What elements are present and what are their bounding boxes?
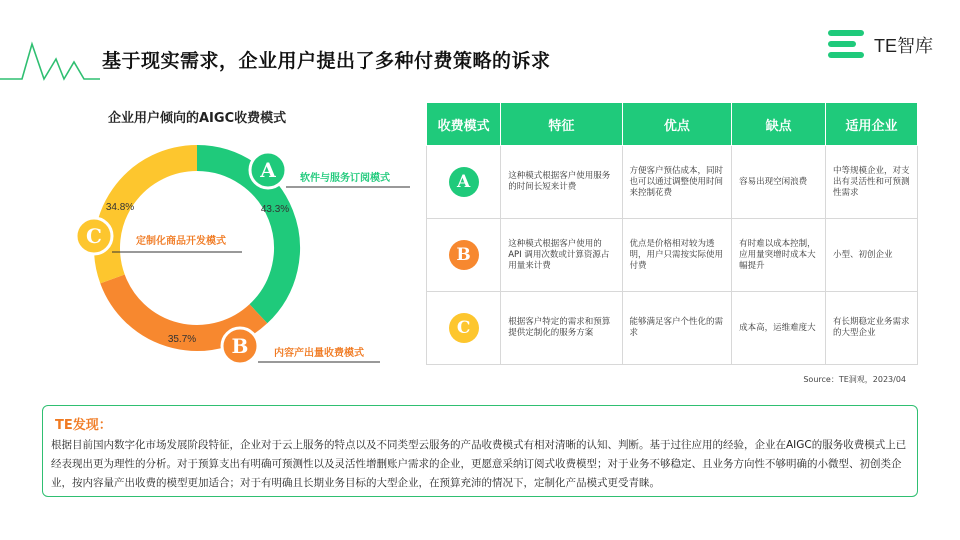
logo-text: TE智库	[874, 36, 934, 56]
logo-mark-icon	[828, 30, 866, 58]
table-row	[427, 146, 918, 219]
pricing-table	[426, 102, 918, 365]
table-cell-fit: 小型、初创企业	[826, 219, 918, 292]
table-cell-feature: 这种模式根据客户使用的API 调用次数或计算资源占用量来计费	[501, 219, 622, 292]
chart-title: 企业用户倾向的AIGC收费模式	[108, 111, 287, 126]
donut-chart	[0, 0, 420, 400]
source-note: Source：TE洞观，2023/04	[803, 375, 906, 384]
mode-badge-b: B	[449, 240, 479, 270]
table-cell-fit: 有长期稳定业务需求的大型企业	[826, 292, 918, 365]
table-header: 优点	[622, 103, 732, 146]
slice-percent-label: 43.3%	[260, 204, 290, 215]
slice-name-label: 软件与服务订阅模式	[300, 173, 390, 184]
slice-letter-c: C	[86, 224, 102, 248]
findings-box	[42, 405, 918, 497]
table-header: 适用企业	[826, 103, 918, 146]
table-cell-cons: 有时难以成本控制，应用量突增时成本大幅提升	[732, 219, 826, 292]
slice-percent-label: 34.8%	[105, 202, 135, 213]
slice-letter-a: A	[260, 158, 276, 182]
donut-slice-c	[107, 158, 197, 279]
table-cell-pros: 能够满足客户个性化的需求	[622, 292, 732, 365]
table-row	[427, 292, 918, 365]
table-header: 缺点	[732, 103, 826, 146]
table-cell-feature: 这种模式根据客户使用服务的时间长短来计费	[501, 146, 622, 219]
table-header: 收费模式	[427, 103, 501, 146]
mode-badge-c: C	[449, 313, 479, 343]
findings-title: TE发现：	[55, 418, 112, 433]
table-cell-pros: 优点是价格相对较为透明，用户只需按实际使用付费	[622, 219, 732, 292]
slice-percent-label: 35.7%	[167, 334, 197, 345]
logo	[828, 28, 938, 60]
table-header: 特征	[501, 103, 622, 146]
table-cell-feature: 根据客户特定的需求和预算提供定制化的服务方案	[501, 292, 622, 365]
table-cell-pros: 方便客户预估成本，同时也可以通过调整使用时间来控制花费	[622, 146, 732, 219]
table-row	[427, 219, 918, 292]
table-cell-cons: 容易出现空闲浪费	[732, 146, 826, 219]
mode-badge-a: A	[449, 167, 479, 197]
findings-body: 根据目前国内数字化市场发展阶段特征，企业对于云上服务的特点以及不同类型云服务的产品收费模式有相对清晰的认知、判断。基于过往应用的经验，企业在AIGC的服务收费模式上已经表现出更为理性的分析。对于预算支出有明确可预测性以及灵活性增删账户需求的企业，更愿意采纳订阅式收费模型；对于业务不够稳定、且业务方向性不够明确的小微型、初创类企业，按内容量产出收费的模型更加适合；对于有明确且长期业务目标的大型企业，在预算充沛的情况下，定制化产品模式更受青睐。	[51, 439, 907, 489]
slice-name-label: 内容产出量收费模式	[274, 348, 364, 359]
table-cell-cons: 成本高，运维难度大	[732, 292, 826, 365]
page-title: 基于现实需求，企业用户提出了多种付费策略的诉求	[102, 50, 551, 72]
slice-name-label: 定制化商品开发模式	[136, 236, 226, 247]
table-cell-fit: 中等规模企业，对支出有灵活性和可预测性需求	[826, 146, 918, 219]
slice-letter-b: B	[231, 334, 249, 358]
